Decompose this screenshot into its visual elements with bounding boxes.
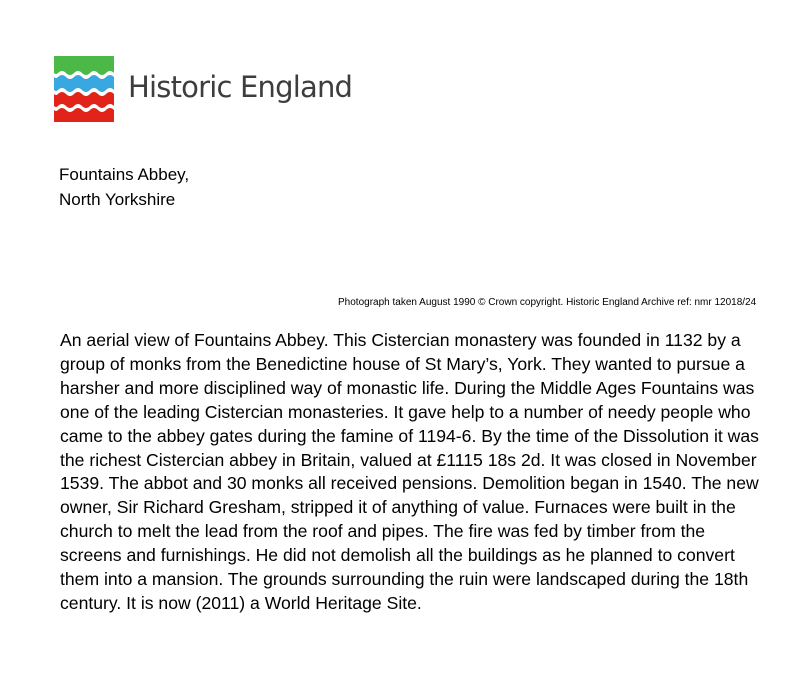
- brand-name: Historic England: [128, 70, 353, 104]
- description-text: An aerial view of Fountains Abbey. This Cistercian monastery was founded in 1132 by a group of monks from the Benedictine house of St Mary’s, York. They wanted to pursue a harsher and more disciplined way of monastic life. During the Middle Ages Fountains was one of the leading Cistercian monasteries. It gave help to a number of needy people who came to the abbey gates during the famine of 1194-6. By the time of the Dissolution it was the richest Cistercian abbey in Britain, valued at £1115 18s 2d. It was closed in November 1539. The abbot and 30 monks all received pensions. Demolition began in 1540. The new owner, Sir Richard Gresham, stripped it of anything of value. Furnaces were built in the church to melt the lead from the roof and pipes. The fire was fed by timber from the screens and furnishings. He did not demolish all the buildings as he planned to convert them into a mansion. The grounds surrounding the ruin were landscaped during the 18th century. It is now (2011) a World Heritage Site.: [60, 330, 759, 613]
- historic-england-wave-icon: [54, 56, 114, 122]
- title-line-2: North Yorkshire: [59, 190, 176, 209]
- photo-caption: Photograph taken August 1990 © Crown copyright. Historic England Archive ref: nmr 12018/24: [338, 297, 757, 308]
- page-title: [59, 162, 189, 212]
- title-line-1: Fountains Abbey,: [59, 165, 190, 184]
- historic-england-logo: [54, 56, 353, 126]
